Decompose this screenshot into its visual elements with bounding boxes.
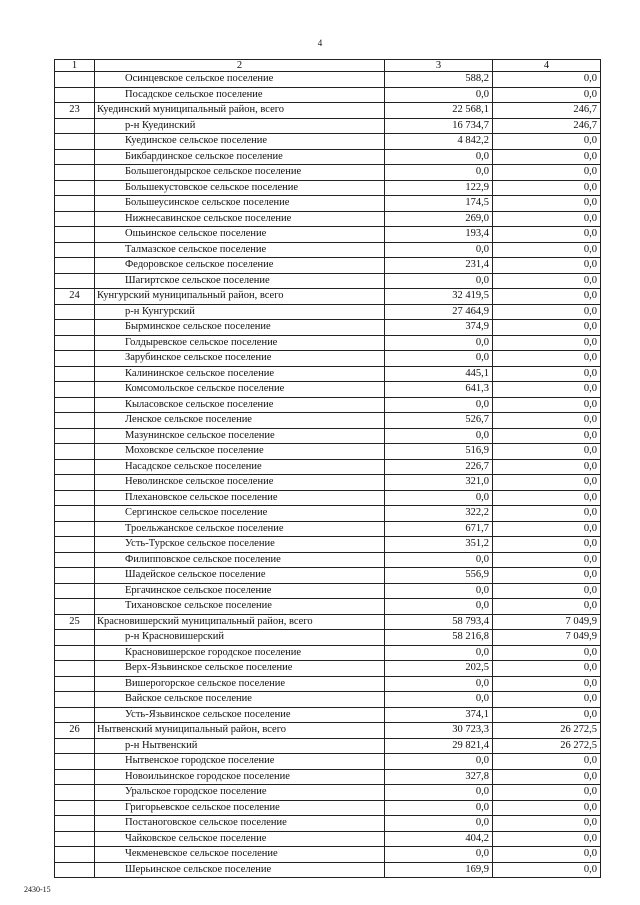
- row-index: [55, 320, 95, 336]
- row-value-col3: 516,9: [385, 444, 493, 460]
- row-value-col4: 0,0: [493, 568, 601, 584]
- row-value-col3: 32 419,5: [385, 289, 493, 305]
- row-index: [55, 707, 95, 723]
- row-index: [55, 847, 95, 863]
- row-value-col4: 246,7: [493, 118, 601, 134]
- row-name: Нижнесавинское сельское поселение: [95, 211, 385, 227]
- table-row: [55, 273, 601, 289]
- table-row: [55, 583, 601, 599]
- table-row: [55, 490, 601, 506]
- row-name: Ошьинское сельское поселение: [95, 227, 385, 243]
- row-value-col4: 0,0: [493, 428, 601, 444]
- table-row: [55, 397, 601, 413]
- row-name: Троельжанское сельское поселение: [95, 521, 385, 537]
- row-value-col4: 0,0: [493, 87, 601, 103]
- page-number: 4: [317, 38, 323, 48]
- table-row: [55, 630, 601, 646]
- row-value-col3: 404,2: [385, 831, 493, 847]
- table-row: [55, 227, 601, 243]
- row-index: [55, 304, 95, 320]
- table-row: [55, 258, 601, 274]
- row-index: [55, 397, 95, 413]
- row-index: [55, 800, 95, 816]
- row-index: [55, 165, 95, 181]
- table-row: [55, 800, 601, 816]
- table-row: [55, 87, 601, 103]
- table-row: [55, 769, 601, 785]
- row-name: Осинцевское сельское поселение: [95, 72, 385, 88]
- row-value-col4: 0,0: [493, 754, 601, 770]
- row-name: Талмазское сельское поселение: [95, 242, 385, 258]
- row-value-col4: 0,0: [493, 537, 601, 553]
- table-row: [55, 862, 601, 878]
- row-value-col3: 374,9: [385, 320, 493, 336]
- row-value-col3: 526,7: [385, 413, 493, 429]
- row-value-col4: 0,0: [493, 258, 601, 274]
- row-name: Нытвенский муниципальный район, всего: [95, 723, 385, 739]
- table-row: [55, 165, 601, 181]
- row-index: [55, 273, 95, 289]
- row-index: [55, 769, 95, 785]
- row-value-col4: 0,0: [493, 785, 601, 801]
- row-name: Плехановское сельское поселение: [95, 490, 385, 506]
- row-index: 23: [55, 103, 95, 119]
- table-row: [55, 645, 601, 661]
- table-row: [55, 831, 601, 847]
- row-index: [55, 490, 95, 506]
- row-value-col3: 321,0: [385, 475, 493, 491]
- table-row: [55, 599, 601, 615]
- row-name: Верх-Язьвинское сельское поселение: [95, 661, 385, 677]
- row-index: [55, 862, 95, 878]
- table-row: [55, 351, 601, 367]
- row-name: Чекменевское сельское поселение: [95, 847, 385, 863]
- row-value-col4: 0,0: [493, 196, 601, 212]
- row-index: [55, 583, 95, 599]
- row-name: Усть-Язьвинское сельское поселение: [95, 707, 385, 723]
- row-index: [55, 661, 95, 677]
- table-row: [55, 242, 601, 258]
- row-name: р-н Нытвенский: [95, 738, 385, 754]
- row-name: Посадское сельское поселение: [95, 87, 385, 103]
- row-value-col3: 0,0: [385, 645, 493, 661]
- row-value-col4: 246,7: [493, 103, 601, 119]
- row-index: [55, 335, 95, 351]
- row-value-col4: 0,0: [493, 289, 601, 305]
- row-name: Новоильинское городское поселение: [95, 769, 385, 785]
- row-value-col3: 0,0: [385, 847, 493, 863]
- row-value-col3: 269,0: [385, 211, 493, 227]
- row-index: [55, 754, 95, 770]
- row-index: [55, 444, 95, 460]
- row-value-col4: 7 049,9: [493, 630, 601, 646]
- row-value-col3: 0,0: [385, 397, 493, 413]
- row-name: Красновишерское городское поселение: [95, 645, 385, 661]
- row-value-col3: 0,0: [385, 335, 493, 351]
- row-name: Шадейское сельское поселение: [95, 568, 385, 584]
- row-value-col4: 0,0: [493, 382, 601, 398]
- row-value-col3: 193,4: [385, 227, 493, 243]
- row-value-col4: 0,0: [493, 165, 601, 181]
- row-value-col3: 169,9: [385, 862, 493, 878]
- table-row: [55, 537, 601, 553]
- row-name: Тихановское сельское поселение: [95, 599, 385, 615]
- row-value-col4: 0,0: [493, 320, 601, 336]
- row-name: Уральское городское поселение: [95, 785, 385, 801]
- row-value-col3: 30 723,3: [385, 723, 493, 739]
- table-row-district-total: [55, 103, 601, 119]
- row-index: [55, 831, 95, 847]
- row-name: Нытвенское городское поселение: [95, 754, 385, 770]
- table-row: [55, 692, 601, 708]
- row-index: 26: [55, 723, 95, 739]
- row-value-col3: 0,0: [385, 351, 493, 367]
- row-index: [55, 227, 95, 243]
- row-index: [55, 645, 95, 661]
- row-index: [55, 630, 95, 646]
- row-value-col4: 0,0: [493, 552, 601, 568]
- row-value-col4: 0,0: [493, 599, 601, 615]
- row-value-col4: 0,0: [493, 769, 601, 785]
- row-index: [55, 72, 95, 88]
- row-value-col4: 0,0: [493, 490, 601, 506]
- row-value-col4: 7 049,9: [493, 614, 601, 630]
- row-index: [55, 428, 95, 444]
- table-row: [55, 661, 601, 677]
- row-value-col3: 0,0: [385, 816, 493, 832]
- row-value-col3: 4 842,2: [385, 134, 493, 150]
- row-value-col3: 671,7: [385, 521, 493, 537]
- row-value-col4: 0,0: [493, 227, 601, 243]
- row-index: [55, 196, 95, 212]
- table-row-district-total: [55, 614, 601, 630]
- table-row: [55, 521, 601, 537]
- row-value-col3: 0,0: [385, 583, 493, 599]
- table-row: [55, 366, 601, 382]
- row-value-col4: 0,0: [493, 180, 601, 196]
- row-name: Насадское сельское поселение: [95, 459, 385, 475]
- row-index: [55, 552, 95, 568]
- row-value-col4: 0,0: [493, 273, 601, 289]
- row-value-col3: 0,0: [385, 87, 493, 103]
- row-index: [55, 521, 95, 537]
- row-value-col4: 0,0: [493, 847, 601, 863]
- row-name: р-н Кунгурский: [95, 304, 385, 320]
- row-index: [55, 459, 95, 475]
- row-index: [55, 413, 95, 429]
- row-name: Большегондырское сельское поселение: [95, 165, 385, 181]
- row-value-col3: 322,2: [385, 506, 493, 522]
- table-row: [55, 335, 601, 351]
- row-value-col3: 641,3: [385, 382, 493, 398]
- row-index: [55, 692, 95, 708]
- table-row: [55, 149, 601, 165]
- row-index: 24: [55, 289, 95, 305]
- row-value-col4: 0,0: [493, 459, 601, 475]
- row-value-col3: 58 793,4: [385, 614, 493, 630]
- row-value-col4: 0,0: [493, 72, 601, 88]
- row-index: [55, 242, 95, 258]
- row-name: Шагиртское сельское поселение: [95, 273, 385, 289]
- table-row: [55, 320, 601, 336]
- row-name: Куединский муниципальный район, всего: [95, 103, 385, 119]
- row-index: [55, 537, 95, 553]
- row-value-col4: 0,0: [493, 506, 601, 522]
- table-row: [55, 72, 601, 88]
- row-value-col3: 58 216,8: [385, 630, 493, 646]
- row-index: [55, 149, 95, 165]
- row-name: Ергачинское сельское поселение: [95, 583, 385, 599]
- row-value-col3: 0,0: [385, 165, 493, 181]
- table-row: [55, 785, 601, 801]
- row-name: Вайское сельское поселение: [95, 692, 385, 708]
- row-name: Большекустовское сельское поселение: [95, 180, 385, 196]
- row-value-col3: 327,8: [385, 769, 493, 785]
- table-row: [55, 552, 601, 568]
- row-name: Федоровское сельское поселение: [95, 258, 385, 274]
- row-value-col4: 0,0: [493, 304, 601, 320]
- header-col-3: 3: [385, 60, 493, 72]
- table-body: [55, 60, 601, 878]
- row-value-col4: 0,0: [493, 862, 601, 878]
- table-row: [55, 118, 601, 134]
- table-row: [55, 428, 601, 444]
- row-value-col3: 226,7: [385, 459, 493, 475]
- row-value-col3: 0,0: [385, 800, 493, 816]
- table-row: [55, 676, 601, 692]
- row-value-col4: 0,0: [493, 800, 601, 816]
- row-name: Неволинское сельское поселение: [95, 475, 385, 491]
- row-value-col4: 0,0: [493, 397, 601, 413]
- budget-table: [54, 59, 601, 878]
- table-row: [55, 506, 601, 522]
- row-name: Моховское сельское поселение: [95, 444, 385, 460]
- row-value-col4: 0,0: [493, 521, 601, 537]
- row-value-col3: 0,0: [385, 428, 493, 444]
- header-col-2: 2: [95, 60, 385, 72]
- row-name: Зарубинское сельское поселение: [95, 351, 385, 367]
- table-row: [55, 707, 601, 723]
- row-name: Мазунинское сельское поселение: [95, 428, 385, 444]
- row-value-col3: 16 734,7: [385, 118, 493, 134]
- row-index: [55, 211, 95, 227]
- row-value-col3: 0,0: [385, 676, 493, 692]
- row-index: [55, 351, 95, 367]
- row-value-col4: 26 272,5: [493, 723, 601, 739]
- document-code: 2430-15: [24, 885, 51, 894]
- row-name: Кыласовское сельское поселение: [95, 397, 385, 413]
- row-value-col3: 445,1: [385, 366, 493, 382]
- table-row-district-total: [55, 289, 601, 305]
- row-value-col3: 0,0: [385, 754, 493, 770]
- row-value-col3: 0,0: [385, 273, 493, 289]
- row-name: Калининское сельское поселение: [95, 366, 385, 382]
- table-row: [55, 754, 601, 770]
- row-value-col4: 0,0: [493, 661, 601, 677]
- row-value-col4: 0,0: [493, 149, 601, 165]
- row-name: Большеусинское сельское поселение: [95, 196, 385, 212]
- table-row: [55, 816, 601, 832]
- row-value-col3: 556,9: [385, 568, 493, 584]
- row-index: [55, 475, 95, 491]
- row-index: [55, 366, 95, 382]
- row-value-col4: 26 272,5: [493, 738, 601, 754]
- table-row: [55, 134, 601, 150]
- table-row: [55, 444, 601, 460]
- table-row: [55, 211, 601, 227]
- row-value-col4: 0,0: [493, 816, 601, 832]
- row-index: [55, 180, 95, 196]
- row-value-col4: 0,0: [493, 692, 601, 708]
- table-row: [55, 196, 601, 212]
- row-index: [55, 134, 95, 150]
- row-value-col3: 588,2: [385, 72, 493, 88]
- row-value-col4: 0,0: [493, 211, 601, 227]
- row-name: Чайковское сельское поселение: [95, 831, 385, 847]
- table-row: [55, 382, 601, 398]
- header-col-4: 4: [493, 60, 601, 72]
- row-index: [55, 599, 95, 615]
- row-name: Бикбардинское сельское поселение: [95, 149, 385, 165]
- row-value-col3: 374,1: [385, 707, 493, 723]
- row-value-col3: 0,0: [385, 599, 493, 615]
- row-index: [55, 506, 95, 522]
- row-value-col4: 0,0: [493, 583, 601, 599]
- row-name: Ленское сельское поселение: [95, 413, 385, 429]
- row-value-col4: 0,0: [493, 134, 601, 150]
- row-value-col3: 0,0: [385, 242, 493, 258]
- row-value-col3: 29 821,4: [385, 738, 493, 754]
- row-name: Красновишерский муниципальный район, всего: [95, 614, 385, 630]
- row-value-col3: 0,0: [385, 149, 493, 165]
- row-index: [55, 568, 95, 584]
- row-value-col3: 0,0: [385, 785, 493, 801]
- row-name: Голдыревское сельское поселение: [95, 335, 385, 351]
- table-row: [55, 180, 601, 196]
- row-index: [55, 816, 95, 832]
- row-index: [55, 258, 95, 274]
- row-value-col4: 0,0: [493, 242, 601, 258]
- table-row: [55, 568, 601, 584]
- table-row: [55, 459, 601, 475]
- row-value-col3: 202,5: [385, 661, 493, 677]
- row-name: Вишерогорское сельское поселение: [95, 676, 385, 692]
- row-value-col4: 0,0: [493, 335, 601, 351]
- header-col-1: 1: [55, 60, 95, 72]
- row-name: Комсомольское сельское поселение: [95, 382, 385, 398]
- table-row: [55, 847, 601, 863]
- table-row: [55, 413, 601, 429]
- row-name: р-н Куединский: [95, 118, 385, 134]
- row-value-col3: 0,0: [385, 552, 493, 568]
- row-value-col3: 22 568,1: [385, 103, 493, 119]
- table-row: [55, 475, 601, 491]
- row-name: Бырминское сельское поселение: [95, 320, 385, 336]
- row-value-col4: 0,0: [493, 707, 601, 723]
- row-value-col3: 0,0: [385, 692, 493, 708]
- row-name: Шерьинское сельское поселение: [95, 862, 385, 878]
- row-value-col4: 0,0: [493, 351, 601, 367]
- row-value-col3: 231,4: [385, 258, 493, 274]
- row-value-col4: 0,0: [493, 475, 601, 491]
- row-value-col4: 0,0: [493, 444, 601, 460]
- row-value-col4: 0,0: [493, 413, 601, 429]
- row-value-col3: 174,5: [385, 196, 493, 212]
- row-value-col3: 0,0: [385, 490, 493, 506]
- row-value-col3: 122,9: [385, 180, 493, 196]
- row-value-col3: 27 464,9: [385, 304, 493, 320]
- row-index: 25: [55, 614, 95, 630]
- table-row-district-total: [55, 723, 601, 739]
- row-name: Усть-Турское сельское поселение: [95, 537, 385, 553]
- row-name: Филипповское сельское поселение: [95, 552, 385, 568]
- row-value-col4: 0,0: [493, 645, 601, 661]
- row-index: [55, 785, 95, 801]
- row-name: Сергинское сельское поселение: [95, 506, 385, 522]
- row-index: [55, 87, 95, 103]
- row-name: Кунгурский муниципальный район, всего: [95, 289, 385, 305]
- row-name: Постаноговское сельское поселение: [95, 816, 385, 832]
- table-row: [55, 738, 601, 754]
- table-header-row: [55, 60, 601, 72]
- table-row: [55, 304, 601, 320]
- row-index: [55, 676, 95, 692]
- row-name: Куединское сельское поселение: [95, 134, 385, 150]
- row-value-col4: 0,0: [493, 831, 601, 847]
- row-value-col4: 0,0: [493, 676, 601, 692]
- row-index: [55, 118, 95, 134]
- row-index: [55, 382, 95, 398]
- row-index: [55, 738, 95, 754]
- row-value-col4: 0,0: [493, 366, 601, 382]
- row-name: р-н Красновишерский: [95, 630, 385, 646]
- row-value-col3: 351,2: [385, 537, 493, 553]
- row-name: Григорьевское сельское поселение: [95, 800, 385, 816]
